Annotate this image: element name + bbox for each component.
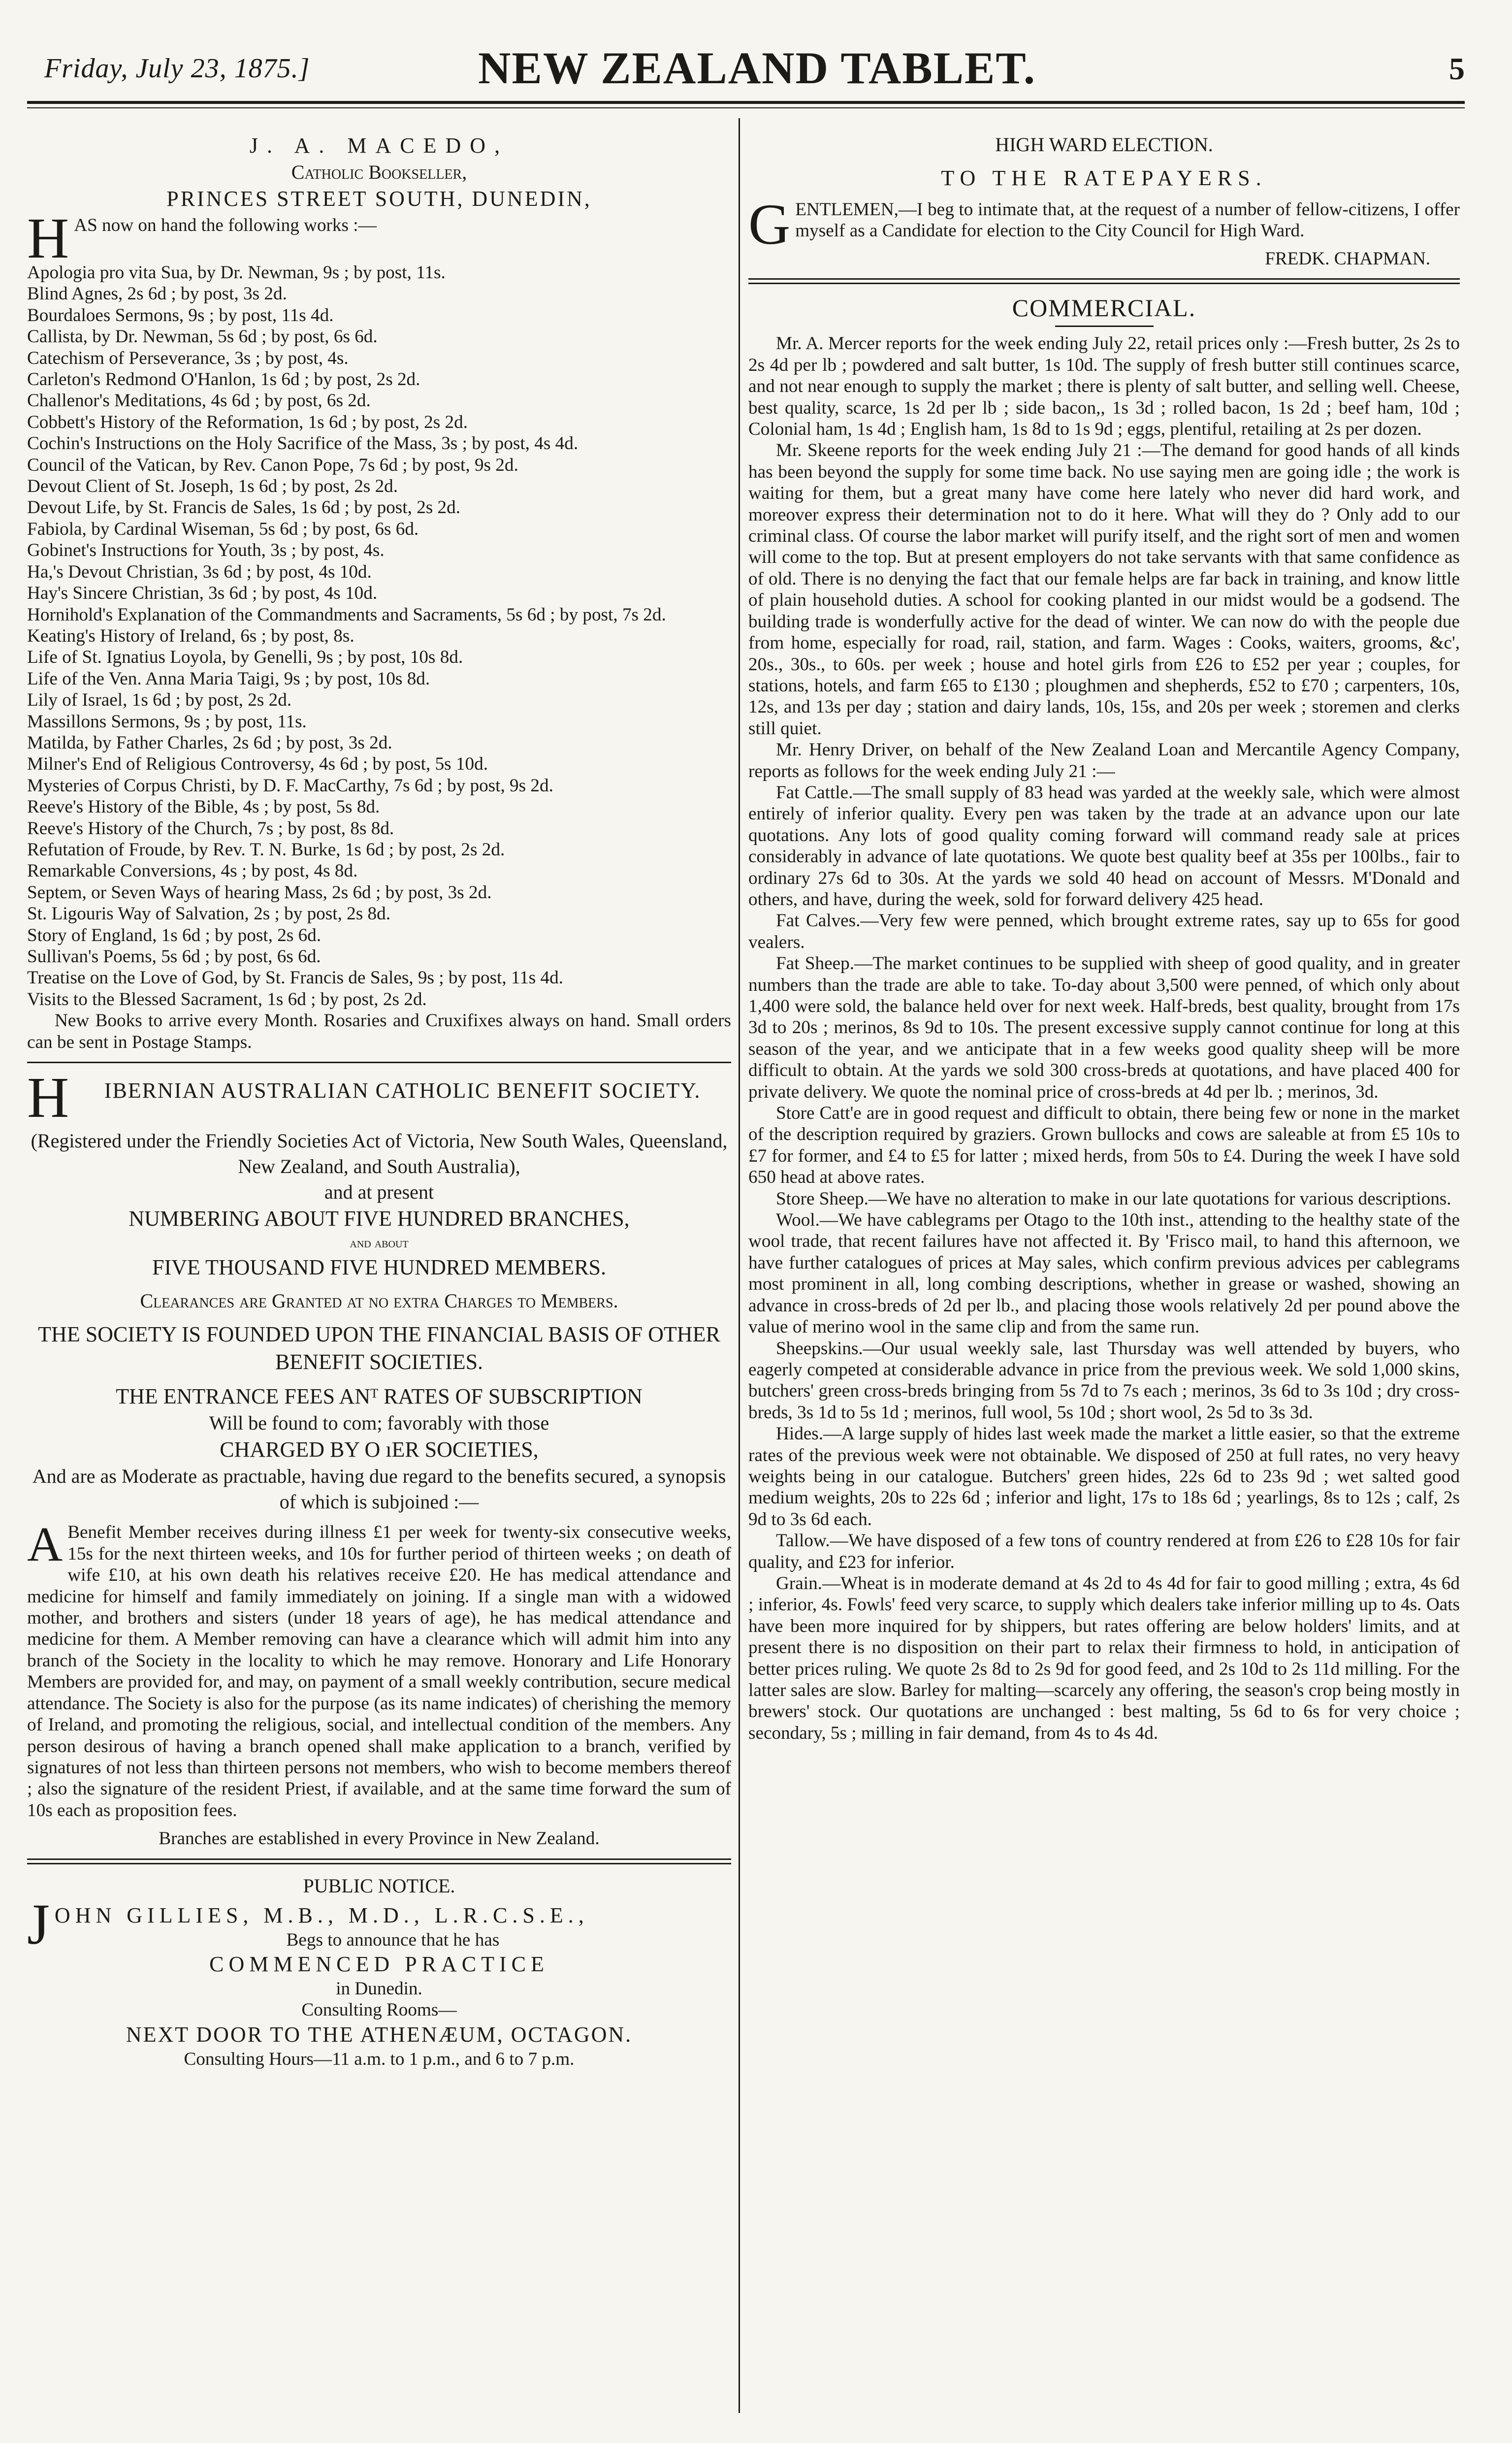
public-notice-heading: PUBLIC NOTICE. [303,1874,455,1897]
book-list-item: Reeve's History of the Church, 7s ; by post, 8s 8d. [27,818,394,839]
commercial-paragraph: Mr. Skeene reports for the week ending July 21 :—The demand for good hands of all kinds has been beyond the supply for some time back. No use saying men are going idle ; the work is waiting for them, but a great many have come here lately who never did hard work, and moreover express their determination not to do it here. What will they do ? Only add to our criminal class. Of course the labor market will purify itself, and the right sort of men and women will come to the top. But at present employers do not take servants with that same confidence as of old. There is no denying the fact that our female helps are far back in training, and know little of plain household duties. A school for cooking planted in our midst would be a godsend. The building trade is wonderfully active for the dead of winter. We can now do with the people due from home, especially for road, rail, station, and farm. Wages : Cooks, waiters, grooms, &c', 20s., 30s., to 60s. per week ; house and hotel girls from £26 to £52 per year ; couples, for stations, hotels, and farm £65 to £130 ; ploughmen and shepherds, £52 to £70 ; carpenters, 10s, 12s, and 13s per day ; station and dairy lands, 10s, 15s, and 20s per week ; storemen and clerks still quiet. [748,440,1460,739]
book-list-item: Apologia pro vita Sua, by Dr. Newman, 9s ; by post, 11s. [27,262,446,283]
book-list-item: Cobbett's History of the Reformation, 1s 6d ; by post, 2s 2d. [27,412,468,432]
charged-by: CHARGED BY O ıER SOCIETIES, [220,1437,539,1462]
book-list-item: Devout Life, by St. Francis de Sales, 1s 6d ; by post, 2s 2d. [27,497,461,518]
commercial-paragraph: Mr. Henry Driver, on behalf of the New Zealand Loan and Mercantile Agency Company, reports as follows for the week ending July 21 :— [748,740,1460,782]
hibernian-registered: (Registered under the Friendly Societies Act of Victoria, New South Wales, Queensland, New Zealand, and South Australia), [31,1130,728,1178]
page-number: 5 [1449,51,1465,86]
election-notice [748,132,1460,269]
public-notice [27,1873,731,2070]
section-rule-double [748,278,1460,284]
hibernian-advertisement [27,1072,731,1850]
book-list-item: Gobinet's Instructions for Youth, 3s ; by post, 4s. [27,540,385,561]
dropcap-h: H [27,213,69,262]
masthead-rule-thick [27,101,1465,104]
commercial-paragraph: Store Sheep.—We have no alteration to make in our late quotations for various descriptions. [776,1188,1451,1209]
book-list-item: Devout Client of St. Joseph, 1s 6d ; by post, 2s 2d. [27,476,398,497]
book-list-item: Story of England, 1s 6d ; by post, 2s 6d. [27,925,322,945]
commercial-paragraph: Fat Cattle.—The small supply of 83 head was yarded at the weekly sale, which were almost entirely of inferior quality. Every pen was taken by the trade at an advance upon our late quotations. Any lots of good quality coming forward will command ready sale at prices considerably in advance of late quotations. We quote best quality beef at 35s per 100lbs., fair to ordinary 27s 6d to 30s. At the yards we sold 40 head on account of Messrs. M'Donald and others, and have, during the week, sold for forward delivery 425 head. [748,782,1460,910]
consulting-hours: Consulting Hours—11 a.m. to 1 p.m., and 6 to 7 p.m. [184,2049,575,2069]
members-count: FIVE THOUSAND FIVE HUNDRED MEMBERS. [152,1255,607,1280]
macedo-footer: New Books to arrive every Month. Rosaries and Cruxifixes always on hand. Small orders can be sent in Postage Stamps. [27,1010,731,1052]
book-list-item: Challenor's Meditations, 4s 6d ; by post, 6s 2d. [27,391,371,411]
hibernian-title: IBERNIAN AUSTRALIAN CATHOLIC BENEFIT SOCIETY. [104,1078,701,1103]
commercial-paragraph: Grain.—Wheat is in moderate demand at 4s 2d to 4s 4d for fair to good milling ; extra, 4s 6d ; inferior, 4s. Fowls' feed very scarce, to supply which dealers take inferior milling up to 4s. Oats have been more inquired for by shippers, but rates offering are below holders' limits, and at present there is no disposition on their part to relax their firmness to hold, in anticipation of better prices ruling. We quote 2s 8d to 2s 9d for good feed, and 2s 10d to 2s 11d milling. For the latter sales are slow. Barley for malting—scarcely any offering, the season's crop being mostly in brewers' stock. Our quotations are unchanged : best malting, 5s 6d to 6s for very choice ; secondary, 5s ; milling in fair demand, from 4s to 4s 4d. [748,1573,1460,1743]
clearances: Clearances are Granted at no extra Charges to Members. [140,1290,618,1312]
commercial-paragraph: Wool.—We have cablegrams per Otago to the 10th inst., attending to the healthy state of the wool trade, that recent failures have not affected it. By 'Frisco mail, to hand this afternoon, we have further catalogues of prices at May sales, which confirm previous advices per cablegrams most prominent in all, long combing descriptions, whether in grease or washed, showing an advance in cross-breds of 2d per lb., and placing those wools relatively 2d per pound above the value of merino wool in the same clip and from the same run. [748,1210,1460,1337]
commercial-paragraph: Fat Sheep.—The market continues to be supplied with sheep of good quality, and in greater numbers than the trade are able to take. To-day about 3,500 were penned, of which only about 1,400 were sold, the balance held over for next week. Half-breds, best quality, brought from 17s 3d to 20s ; merinos, 8s 9d to 10s. The present excessive supply cannot continue for long at this season of the year, and we anticipate that in a few weeks good quality sheep will be more difficult to obtain. At the yards we sold 300 cross-breds at quotations, and have placed 400 for private delivery. We quote the nominal price of cross-breds at 4d per lb. ; merinos, 3d. [748,953,1460,1102]
book-list-item: Septem, or Seven Ways of hearing Mass, 2s 6d ; by post, 3s 2d. [27,882,492,903]
book-list-item: Mysteries of Corpus Christi, by D. F. MacCarthy, 7s 6d ; by post, 9s 2d. [27,775,553,796]
bookseller-address: PRINCES STREET SOUTH, DUNEDIN, [166,187,592,211]
commercial-paragraph: Hides.—A large supply of hides last week made the market a little easier, so that the extreme rates of the previous week were not obtainable. We disposed of 250 at full rates, no very heavy weights being in our catalogue. Butchers' green hides, 22s 6d to 23s 9d ; wet salted good medium weights, 20s to 22s 6d ; inferior and light, 17s to 18s 6d ; yearlings, 8s to 12s ; calf, 2s 9d to 3s 6d each. [748,1424,1460,1530]
book-list-item: Treatise on the Love of God, by St. Francis de Sales, 9s ; by post, 11s 4d. [27,968,564,988]
in-dunedin: in Dunedin. [336,1978,422,1999]
hibernian-title-block [27,1072,731,1121]
gillies-name-block [27,1899,731,1951]
consulting-rooms: Consulting Rooms— [301,2000,457,2020]
book-list-item: Carleton's Redmond O'Hanlon, 1s 6d ; by post, 2s 2d. [27,369,420,390]
commercial-paragraph: Store Catt'e are in good request and difficult to obtain, there being few or none in the market of the description required by graziers. Grown bullocks and cows are saleable at from £5 10s to £7 for former, and £4 to £5 for latter ; mixed herds, from 50s to £4. During the week I have sold 650 head at above rates. [748,1103,1460,1188]
book-list-item: Keating's History of Ireland, 6s ; by post, 8s. [27,625,354,646]
commercial-paragraph: Fat Calves.—Very few were penned, which brought extreme rates, say up to 65s for good vealers. [748,911,1460,952]
commercial-heading: COMMERCIAL. [1012,294,1196,322]
book-list-item: Life of the Ven. Anna Maria Taigi, 9s ; by post, 10s 8d. [27,668,430,689]
book-list-item: St. Ligouris Way of Salvation, 2s ; by post, 2s 8d. [27,904,391,924]
book-list [27,262,731,1010]
book-list-item: Hornihold's Explanation of the Commandments and Sacraments, 5s 6d ; by post, 7s 2d. [27,604,666,625]
macedo-advertisement [27,132,731,1053]
commercial-section [748,293,1460,1744]
column-divider [739,118,740,2413]
election-heading: HIGH WARD ELECTION. [995,133,1213,156]
book-list-item: Fabiola, by Cardinal Wiseman, 5s 6d ; by post, 6s 6d. [27,519,419,539]
commercial-paragraph: Mr. A. Mercer reports for the week ending July 22, retail prices only :—Fresh butter, 2s 2s to 2s 4d per lb ; powdered and salt butter, 1s 10d. The supply of fresh butter still continues scarce, and not near enough to supply the market ; there is plenty of salt butter, and selling well. Cheese, best quality, scarce, 1s 2d per lb ; side bacon,, 1s 3d ; rolled bacon, 1s 2d ; beef ham, 10d ; Colonial ham, 1s 4d ; English ham, 1s 8d to 1s 9d ; eggs, plentiful, retailing at 2s per dozen. [748,333,1460,440]
branches-count: NUMBERING ABOUT FIVE HUNDRED BRANCHES, [129,1206,630,1231]
dropcap-a: A [27,1522,63,1572]
left-column [27,132,731,2070]
book-list-item: Matilda, by Father Charles, 2s 6d ; by post, 3s 2d. [27,732,392,753]
benefit-body [27,1522,731,1821]
begs-to-announce: Begs to announce that he has [286,1929,500,1950]
dropcap-j: J [27,1898,50,1951]
bookseller-name: J. A. MACEDO, [249,133,509,158]
book-list-item: Hay's Sincere Christian, 3s 6d ; by post, 4s 10d. [27,583,378,604]
book-list-item: Cochin's Instructions on the Holy Sacrifice of the Mass, 3s ; by post, 4s 4d. [27,433,579,454]
book-list-item: Reeve's History of the Bible, 4s ; by post, 5s 8d. [27,797,380,817]
dropcap-h: H [27,1072,69,1122]
section-rule-double [27,1858,731,1864]
heading-ornament [1055,326,1154,327]
and-about: and about [350,1236,409,1251]
book-list-item: Remarkable Conversions, 4s ; by post, 4s 8d. [27,861,358,881]
commercial-paragraph: Sheepskins.—Our usual weekly sale, last Thursday was well attended by buyers, who eagerly competed at considerable advance in price from the previous week. We sold 1,000 skins, butchers' green cross-breds bringing from 5s 7d to 7s each ; merinos, 3s 6d to 3s 10d ; dry cross-breds, 3s 1d to 5s 1d ; merinos, full wool, 5s 10d ; short wool, 2s 5d to 3s 3d. [748,1338,1460,1423]
dropcap-g: G [748,199,791,248]
to-ratepayers: TO THE RATEPAYERS. [941,166,1267,190]
commenced-practice: COMMENCED PRACTICE [209,1952,549,1976]
book-list-item: Sullivan's Poems, 5s 6d ; by post, 6s 6d. [27,946,321,967]
entrance-fees: THE ENTRANCE FEES ANᵀ RATES OF SUBSCRIPTION [116,1384,643,1409]
election-body: ENTLEMEN,—I beg to intimate that, at the request of a number of fellow-citizens, I offer myself as a Candidate for election to the City Council for High Ward. [795,199,1460,241]
book-list-item: Ha,'s Devout Christian, 3s 6d ; by post, 4s 10d. [27,561,372,582]
right-column [748,132,1460,1744]
book-list-item: Bourdaloes Sermons, 9s ; by post, 11s 4d. [27,305,334,326]
newspaper-title: NEW ZEALAND TABLET. [478,43,1036,93]
benefit-text: Benefit Member receives during illness £1 per week for twenty-six consecutive weeks, 15s for the next thirteen weeks, and 10s for further period of thirteen weeks ; on death of wife £10, at his own death his relatives receive £20. He has medical attendance and medicine for himself and family immediately on joining. If a single man with a widowed mother, and brothers and sisters (under 18 years of age), he has medical attendance and medicine for them. A Member removing can have a clearance which will admit him into any branch of the Society in the locality to which he may remove. Honorary and Life Honorary Members are provided for, and may, on payment of a small weekly contribution, secure medical attendance. The Society is also for the purpose (as its name indicates) of cherishing the memory of Ireland, and promoting the religious, social, and intellectual condition of the members. Any person desirous of having a branch opened shall make application to a branch, verified by signatures of not less than thirteen persons not members, who wish to become members thereof ; also the signature of the resident Priest, if available, and at the same time forward the sum of 10s each as proposition fees. [27,1522,731,1821]
commercial-paragraph: Tallow.—We have disposed of a few tons of country rendered at from £26 to £28 10s for fair quality, and £23 for inferior. [748,1531,1460,1572]
and-at-present: and at present [324,1181,434,1204]
bookseller-trade: Catholic Bookseller, [291,161,467,183]
branches-established: Branches are established in every Province in New Zealand. [159,1828,600,1849]
book-list-item: Council of the Vatican, by Rev. Canon Pope, 7s 6d ; by post, 9s 2d. [27,455,518,475]
doctor-name: OHN GILLIES, M.B., M.D., L.R.C.S.E., [54,1903,589,1927]
book-list-item: Blind Agnes, 2s 6d ; by post, 3s 2d. [27,284,287,304]
intro-line [27,213,731,262]
election-signature: FREDK. CHAPMAN. [1265,249,1430,269]
masthead [44,42,1470,96]
book-list-item: Callista, by Dr. Newman, 5s 6d ; by post, 6s 6d. [27,326,378,347]
election-body-block [748,199,1460,248]
next-door: NEXT DOOR TO THE ATHENÆUM, OCTAGON. [126,2022,633,2047]
will-be-found: Will be found to com; favorably with those [209,1412,549,1434]
issue-date: Friday, July 23, 1875.] [44,53,310,84]
book-list-item: Milner's End of Religious Controversy, 4s 6d ; by post, 5s 10d. [27,754,488,775]
masthead-rule-thin [27,107,1465,108]
book-list-item: Refutation of Froude, by Rev. T. N. Burke, 1s 6d ; by post, 2s 2d. [27,839,505,860]
section-rule [27,1062,731,1063]
book-list-item: Massillons Sermons, 9s ; by post, 11s. [27,711,307,732]
book-list-item: Visits to the Blessed Sacrament, 1s 6d ; by post, 2s 2d. [27,989,427,1010]
book-list-item: Catechism of Perseverance, 3s ; by post, 4s. [27,348,349,368]
society-founded: THE SOCIETY IS FOUNDED UPON THE FINANCIAL BASIS OF OTHER BENEFIT SOCIETIES. [38,1322,720,1374]
book-list-item: Lily of Israel, 1s 6d ; by post, 2s 2d. [27,690,292,711]
commercial-report [748,333,1460,1744]
intro-text: AS now on hand the following works :— [74,215,377,235]
book-list-item: Life of St. Ignatius Loyola, by Genelli, 9s ; by post, 10s 8d. [27,647,463,668]
moderate-rates: And are as Moderate as practıable, having due regard to the benefits secured, a synopsis of which is subjoined :— [32,1465,726,1513]
